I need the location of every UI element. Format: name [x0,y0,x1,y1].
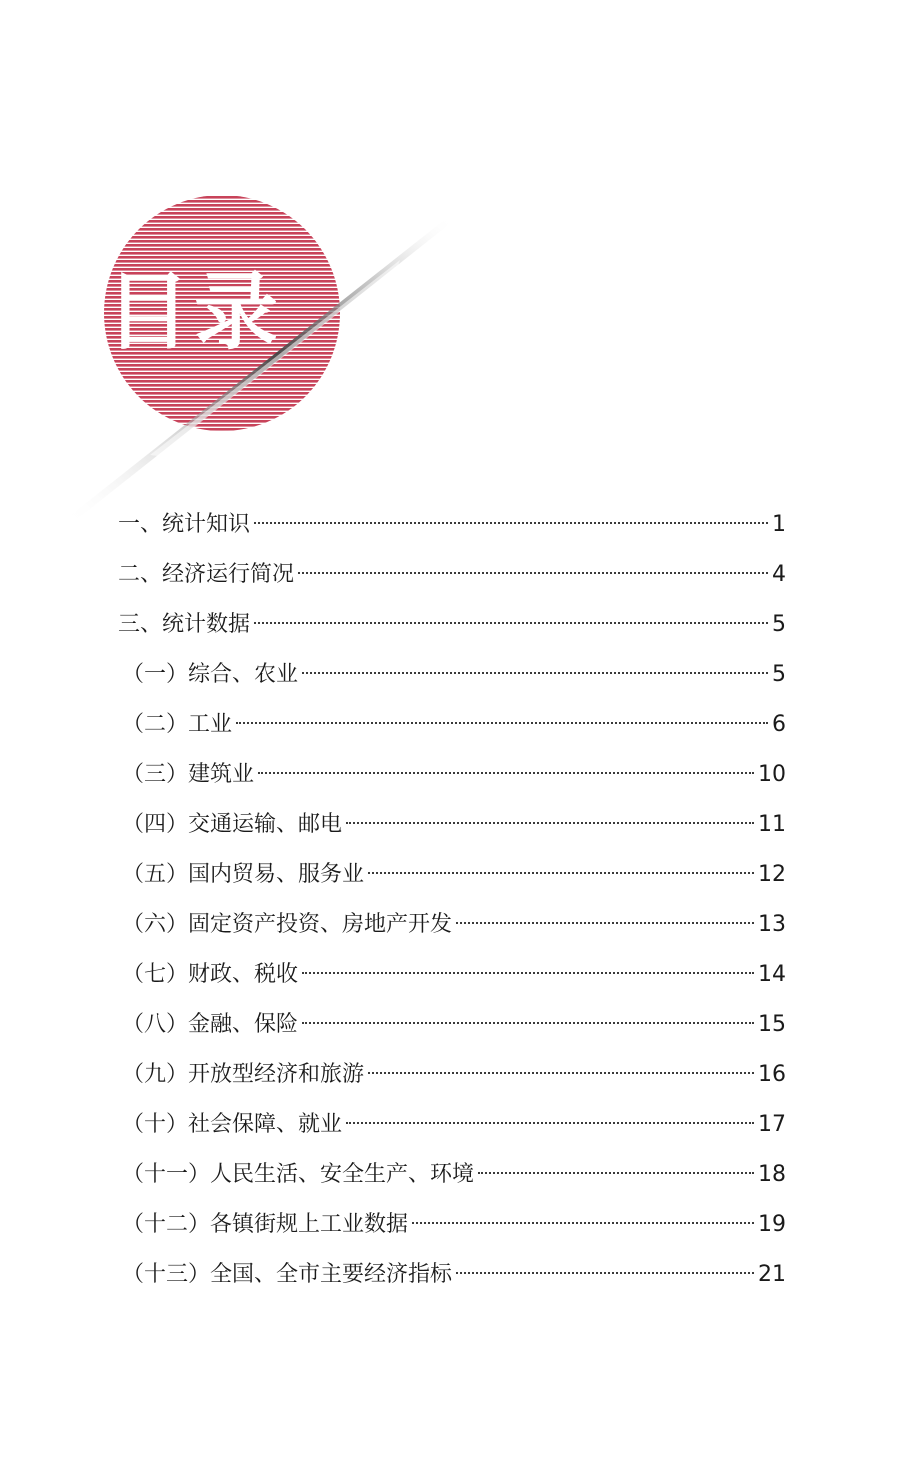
toc-entry[interactable] [118,1250,786,1300]
toc-entry-title: 二、经济运行简况 [118,562,295,587]
toc-entry-title: （二）工业 [122,712,233,737]
toc-entry[interactable] [118,800,786,850]
toc-entry-page: 5 [772,662,786,687]
dot-leader [254,522,768,524]
toc-entry-page: 6 [772,712,786,737]
heading-emblem [0,0,906,560]
toc-entry-title: （十二）各镇街规上工业数据 [122,1212,409,1237]
toc-entry[interactable] [118,600,786,650]
toc-entry-title: （十三）全国、全市主要经济指标 [122,1262,453,1287]
dot-leader [346,822,754,824]
toc-entry-page: 15 [758,1012,786,1037]
toc-entry[interactable] [118,1050,786,1100]
toc-entry-page: 1 [772,512,786,537]
dot-leader [456,922,754,924]
toc-entry-title: （一）综合、农业 [122,662,299,687]
toc-entry[interactable] [118,1100,786,1150]
dot-leader [478,1172,754,1174]
toc-entry-page: 18 [758,1162,786,1187]
dot-leader [412,1222,754,1224]
toc-entry[interactable] [118,700,786,750]
dot-leader [236,722,768,724]
toc-entry-page: 19 [758,1212,786,1237]
toc-entry[interactable] [118,650,786,700]
toc-entry[interactable] [118,850,786,900]
toc-entry-title: （五）国内贸易、服务业 [122,862,365,887]
toc-entry[interactable] [118,500,786,550]
toc-entry[interactable] [118,550,786,600]
toc-entry-title: （十一）人民生活、安全生产、环境 [122,1162,475,1187]
toc-entry-title: （十）社会保障、就业 [122,1112,343,1137]
toc-entry-title: （三）建筑业 [122,762,255,787]
toc-entry-page: 13 [758,912,786,937]
dot-leader [302,972,754,974]
toc-entry-page: 21 [758,1262,786,1287]
toc-entry-title: （七）财政、税收 [122,962,299,987]
toc-entry-title: （四）交通运输、邮电 [122,812,343,837]
toc-entry[interactable] [118,1000,786,1050]
toc-entry-page: 12 [758,862,786,887]
toc-entry-page: 11 [758,812,786,837]
dot-leader [258,772,754,774]
toc-entry-page: 4 [772,562,786,587]
dot-leader [254,622,768,624]
toc-entry-page: 17 [758,1112,786,1137]
toc-entry-title: 一、统计知识 [118,512,251,537]
dot-leader [368,872,754,874]
dot-leader [456,1272,754,1274]
toc-heading: 目录 [106,263,283,361]
toc-entry-title: 三、统计数据 [118,612,251,637]
dot-leader [302,672,768,674]
toc-entry[interactable] [118,950,786,1000]
dot-leader [346,1122,754,1124]
toc-entry-page: 5 [772,612,786,637]
dot-leader [368,1072,754,1074]
toc-entry[interactable] [118,1150,786,1200]
toc-entry-title: （九）开放型经济和旅游 [122,1062,365,1087]
dot-leader [298,572,768,574]
toc-entry-page: 14 [758,962,786,987]
toc-entry-page: 16 [758,1062,786,1087]
toc-entry[interactable] [118,1200,786,1250]
table-of-contents [118,500,786,1300]
toc-entry-title: （六）固定资产投资、房地产开发 [122,912,453,937]
toc-entry[interactable] [118,750,786,800]
toc-entry-page: 10 [758,762,786,787]
toc-entry[interactable] [118,900,786,950]
dot-leader [302,1022,754,1024]
toc-entry-title: （八）金融、保险 [122,1012,299,1037]
